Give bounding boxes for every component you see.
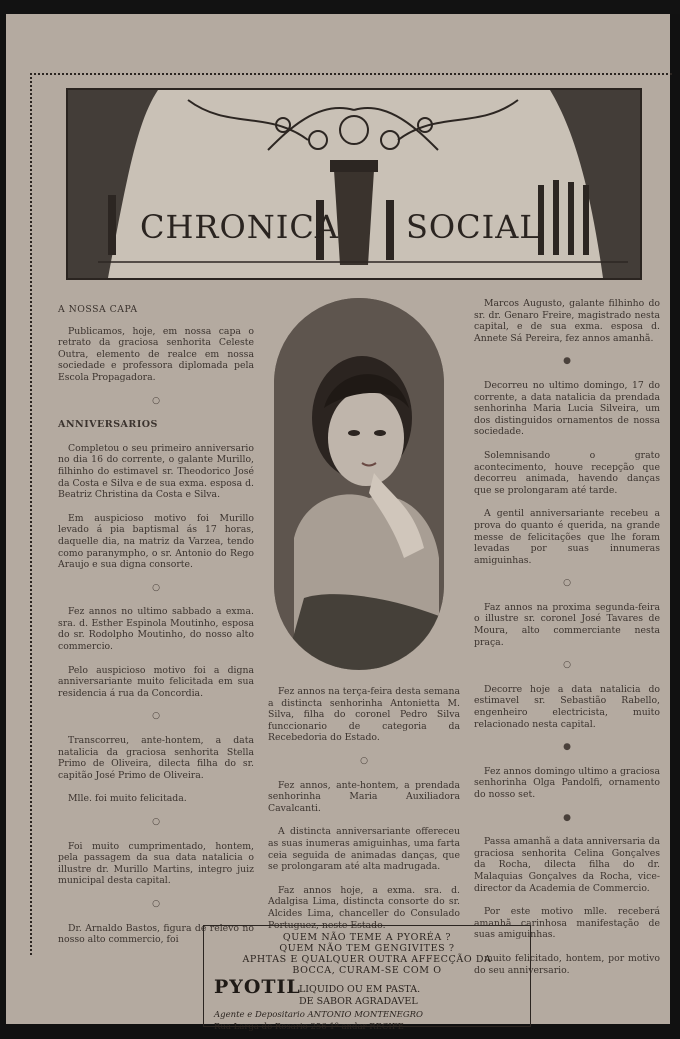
paragraph: Dr. Arnaldo Bastos, figura de relevo no nosso alto commercio, foi	[58, 922, 254, 946]
separator-icon: ○	[152, 898, 160, 909]
ad-line-3: APHTAS E QUALQUER OUTRA AFFECÇÃO DA	[242, 954, 492, 965]
chronica-social-banner	[66, 88, 642, 280]
pyotil-advertisement	[203, 925, 531, 1032]
paragraph: Transcorreu, ante-hontem, a data natalicia da graciosa senhorita Stella Primo de Oliveira, dilecta filha do sr. capitão José Primo de Oliveira.	[58, 735, 254, 781]
paragraph: Em auspicioso motivo foi Murillo levado á pia baptismal ás 17 horas, daquelle dia, na matriz da Varzea, tendo como paranympho, o sr. Antonio do Rego Araujo e sua digna consorte.	[58, 512, 254, 571]
separator-icon: ○	[563, 660, 571, 671]
separator-icon: ○	[152, 395, 160, 406]
paragraph: Fez annos no ultimo sabbado a exma. sra. d. Esther Espinola Moutinho, esposa do sr. Rodolpho Moutinho, do nosso alto commercio.	[58, 606, 254, 653]
banner-title-right: SOCIAL	[406, 208, 542, 246]
paragraph: Fez annos, ante-hontem, a prendada senhorinha Maria Auxiliadora Cavalcanti.	[268, 779, 460, 814]
capa-heading: A NOSSA CAPA	[58, 304, 138, 315]
separator-icon: ○	[152, 582, 160, 593]
separator-icon: ○	[360, 755, 368, 766]
separator-icon: ○	[152, 817, 160, 827]
anniversarios-heading: ANNIVERSARIOS	[58, 419, 158, 431]
paragraph: Marcos Augusto, galante filhinho do sr. dr. Genaro Freire, magistrado nesta capital, e de sua exma. esposa d. Annete Sá Pereira, fez annos amanhã.	[474, 298, 660, 344]
paragraph: A gentil anniversariante recebeu a prova do quanto é querida, na grande messe de felicitações que lhe foram levadas por suas innumeras amiguinhas.	[474, 508, 660, 566]
ad-line-2: QUEM NÃO TEM GENGIVITES ?	[279, 943, 455, 954]
capa-text: Publicamos, hoje, em nossa capa o retrato da graciosa senhorita Celeste Outra, elemento de realce em nossa sociedade e professora diplomada pela Escola Propagadora.	[58, 325, 254, 383]
separator-icon: ●	[563, 356, 571, 367]
ad-line-6: DE SABOR AGRADAVEL	[299, 996, 418, 1007]
paragraph: Mlle. foi muito felicitada.	[68, 793, 187, 805]
ad-line-4: BOCCA, CURAM-SE COM O	[292, 965, 442, 976]
paragraph: Por este motivo mlle. receberá amanhã carinhosa manifestação de suas amiguinhas.	[474, 906, 660, 941]
paragraph: Fez annos domingo ultimo a graciosa senhorinha Olga Pandolfi, ornamento do nosso set.	[474, 765, 660, 800]
paragraph: Foi muito cumprimentado, hontem, pela passagem da sua data natalicia o illustre dr. Murillo Martins, integro juiz municipal desta capital.	[58, 840, 254, 887]
paragraph: Solemnisando o grato acontecimento, houve recepção que decorreu animada, havendo danças que se prolongaram até tarde.	[474, 449, 660, 496]
portrait-photo	[274, 298, 444, 670]
paragraph: Pelo auspicioso motivo foi a digna anniversariante muito felicitada em sua residencia á rua da Concordia.	[58, 664, 254, 699]
ad-line-1: QUEM NÃO TEME A PYORÉA ?	[282, 932, 452, 943]
banner-illustration-icon	[68, 90, 640, 278]
separator-icon: ○	[152, 711, 160, 722]
separator-icon: ●	[563, 812, 571, 823]
paragraph: muito felicitado, hontem, por motivo do seu anniversario.	[474, 952, 660, 976]
ad-brand: PYOTIL	[214, 976, 301, 998]
left-column	[58, 304, 254, 958]
banner-title-left: CHRONICA	[140, 208, 339, 246]
right-column	[474, 298, 660, 988]
paragraph: Passa amanhã a data anniversaria da graciosa senhorita Celina Gonçalves da Rocha, dilecta filha do dr. Malaquias Gonçalves da Rocha, vice-director da Academia de Commercio.	[474, 836, 660, 894]
middle-column	[268, 686, 460, 943]
paragraph: Decorre hoje a data natalicia do estimavel sr. Sebastião Rabello, engenheiro electricista, muito relacionado nesta capital.	[474, 683, 660, 730]
separator-icon: ●	[563, 742, 571, 753]
ad-line-5: LIQUIDO OU EM PASTA.	[299, 984, 421, 995]
separator-icon: ○	[563, 578, 571, 589]
paragraph: Faz annos hoje, a exma. sra. d. Adalgisa Lima, distincta consorte do sr. Alcides Lima, chanceller do Consulado Portuguez, neste Estado.	[268, 884, 460, 931]
ad-address-line: Rua Larga do Rosario 256 1º andar RECIFE	[214, 1022, 404, 1032]
paragraph: Decorreu no ultimo domingo, 17 do corrente, a data natalicia da prendada senhorinha Maria Lucia Silveira, um dos distinguidos ornamentos de nossa sociedade.	[474, 379, 660, 438]
portrait-image-icon	[274, 298, 444, 670]
paragraph: A distincta anniversariante offereceu as suas inumeras amiguinhas, uma farta ceia seguida de animadas danças, que se prolongaram até alta madrugada.	[268, 826, 460, 873]
ad-agent-line: Agente e Depositario ANTONIO MONTENEGRO	[214, 1010, 423, 1020]
paragraph: Completou o seu primeiro anniversario no dia 16 do corrente, o galante Murillo, filhinho do estimavel sr. Theodorico José da Costa e Silva e de sua exma. esposa d. Beatriz Christina da Costa e Silva.	[58, 442, 254, 501]
paragraph: Fez annos na terça-feira desta semana a distincta senhorinha Antonietta M. Silva, filha do coronel Pedro Silva funccionario de categoria da Recebedoria do Estado.	[268, 686, 460, 744]
paragraph: Faz annos na proxima segunda-feira o illustre sr. coronel José Tavares de Moura, alto commerciante nesta praça.	[474, 601, 660, 648]
scan-top-edge	[0, 0, 680, 14]
